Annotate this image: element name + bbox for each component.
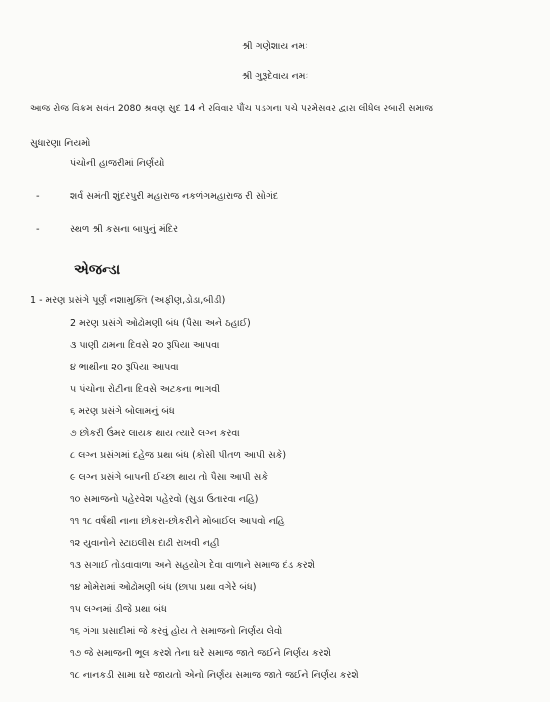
reform-line-venue: સ્થળ શ્રી કસના બાપુનું મંદિર: [70, 224, 179, 235]
intro-paragraph: આજ રોજ વિક્રમ સવંત 2080 શ્રવણ સુદ 14 ને રવિવાર પૌંચ પડગના પચે પરમેસવર દ્વારા લીધેલ રબારી સમાજ: [30, 103, 434, 114]
agenda-item: ૧૪ મોમેરામાં ઓઢોમણી બંધ (છાપા પ્રથા વગેરે બંધ): [70, 582, 257, 593]
agenda-item: ૧૧ ૧૮ વર્ષથી નાના છોકરા-છોકરીને મોબાઈલ આપવો નહિ: [70, 516, 285, 527]
agenda-item: 2 મરણ પ્રસંગે ઓઢોમણી બંધ (પૈસા અને ઠહાઈ): [70, 318, 251, 329]
invocation-gurudev: શ્રી ગુરૂદેવાય નમઃ: [241, 71, 309, 82]
agenda-item: ૧૩ સગાઈ તોડવાવાળા અને સહયોગ દેવા વાળાને સમાજ દંડ કરશે: [70, 560, 316, 571]
agenda-item: ૩ પાણી ઢામના દિવસે ૨૦ રૂપિયા આપવા: [70, 340, 220, 351]
agenda-item: ૬ મરણ પ્રસંગે બોલામનું બંધ: [70, 406, 175, 417]
agenda-item: ૪ ભાથીના ૨૦ રૂપિયા આપવા: [70, 362, 179, 373]
agenda-item: ૧૫ લગ્નમાં ડીજે પ્રથા બંધ: [70, 604, 167, 615]
agenda-item: ૧૦ સમાજનો પહેરવેશ પહેરવો (સુડા ઉતારવા નહિ): [70, 494, 259, 505]
agenda-item: 1 - મરણ પ્રસંગે પૂર્ણ નશામુક્તિ (અફીણ,ડોડા,બીડી): [30, 295, 226, 306]
agenda-title: એજન્ડા: [74, 262, 121, 278]
invocation-ganesh: શ્રી ગણેશાય નમઃ: [242, 41, 308, 52]
agenda-item: ૭ છોકરી ઉંમર લાયક થાય ત્યારે લગ્ન કરવા: [70, 428, 240, 439]
agenda-item: ૧૨ યુવાનોને સ્ટાઇલીસ દાઢી રાખવી નહી: [70, 538, 220, 549]
reform-title: સુધારણા નિયમો: [30, 138, 91, 149]
reform-line-presence: પંચોની હાજરીમાં નિર્ણયો: [70, 158, 165, 169]
agenda-item: ૯ લગ્ન પ્રસંગે બાપની ઈચ્છા થાય તો પૈસા આપી સકે: [70, 472, 269, 483]
dash-bullet: -: [36, 191, 40, 202]
reform-line-oath: શર્વ સમંતી શુંદરપુરી મહારાજ નકળંગમહારાજ રી સોગંદ: [70, 191, 279, 202]
agenda-item: ૧૭ જે સમાજની ભૂલ કરશે તેના ઘરે સમાજ જાતે જઈને નિર્ણય કરશે: [70, 648, 331, 659]
dash-bullet: -: [36, 224, 40, 235]
agenda-item: ૧૮ નાનકડી સામા ઘરે જાયતો એનો નિર્ણય સમાજ જાતે જઈને નિર્ણય કરશે: [70, 670, 359, 681]
agenda-item: ૫ પંચોના રોટીના દિવસે અટકના ભાગવી: [70, 384, 221, 395]
agenda-item: ૮ લગ્ન પ્રસંગમાં દહેજ પ્રથા બંધ (કોસી પીતળ આપી સકે): [70, 450, 287, 461]
agenda-item: ૧૬ ગંગા પ્રસાદીમાં જે કરવું હોય તે સમાજનો નિર્ણય લેવો: [70, 626, 283, 637]
